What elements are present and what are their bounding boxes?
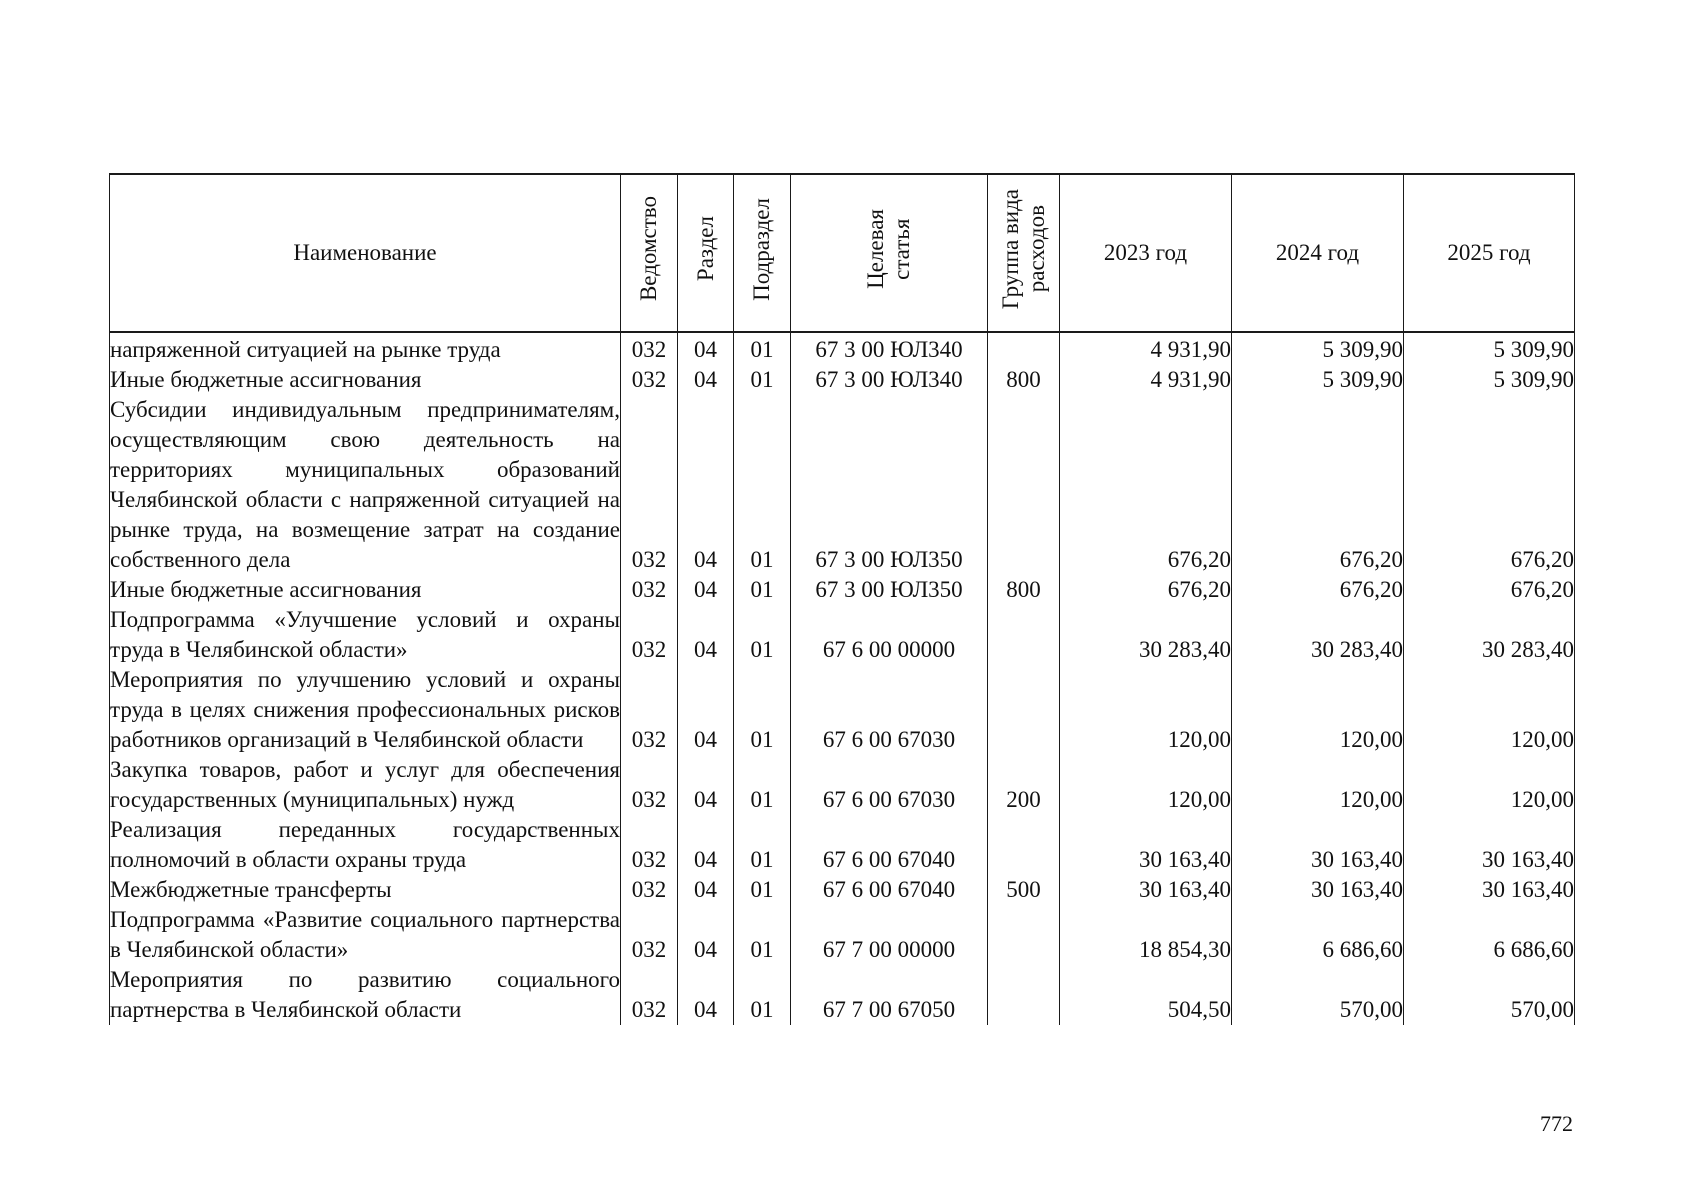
header-section-label: Раздел xyxy=(692,216,718,282)
row-subsection: 01 xyxy=(734,755,791,815)
row-name: Мероприятия по улучшению условий и охраны труда в целях снижения профессиональных рисков работников организаций в Челябинской области xyxy=(110,665,621,755)
row-2023: 30 283,40 xyxy=(1060,605,1232,665)
table-row xyxy=(110,395,1575,575)
header-target-label xyxy=(863,209,915,289)
row-2025: 5 309,90 xyxy=(1404,332,1575,365)
row-group: 200 xyxy=(988,755,1060,815)
row-name: Иные бюджетные ассигнования xyxy=(110,575,621,605)
table-row xyxy=(110,905,1575,965)
row-dept: 032 xyxy=(621,965,678,1025)
row-dept: 032 xyxy=(621,395,678,575)
table-row xyxy=(110,665,1575,755)
row-2024: 5 309,90 xyxy=(1232,332,1404,365)
row-group: 500 xyxy=(988,875,1060,905)
row-2024: 676,20 xyxy=(1232,395,1404,575)
row-2025: 676,20 xyxy=(1404,395,1575,575)
table-header-row xyxy=(110,174,1575,332)
row-2025: 30 283,40 xyxy=(1404,605,1575,665)
row-target: 67 6 00 67030 xyxy=(791,665,988,755)
row-dept: 032 xyxy=(621,605,678,665)
header-target-line2: статья xyxy=(889,218,914,280)
row-group xyxy=(988,395,1060,575)
row-2025: 676,20 xyxy=(1404,575,1575,605)
header-2025: 2025 год xyxy=(1404,174,1575,332)
row-target: 67 3 00 ЮЛ350 xyxy=(791,395,988,575)
row-2024: 30 283,40 xyxy=(1232,605,1404,665)
row-section: 04 xyxy=(678,815,734,875)
row-2025: 30 163,40 xyxy=(1404,815,1575,875)
row-name: напряженной ситуацией на рынке труда xyxy=(110,332,621,365)
table-row xyxy=(110,875,1575,905)
row-subsection: 01 xyxy=(734,332,791,365)
row-group xyxy=(988,605,1060,665)
row-target: 67 6 00 67040 xyxy=(791,815,988,875)
row-name: Подпрограмма «Улучшение условий и охраны труда в Челябинской области» xyxy=(110,605,621,665)
row-2025: 5 309,90 xyxy=(1404,365,1575,395)
row-group: 800 xyxy=(988,575,1060,605)
row-subsection: 01 xyxy=(734,395,791,575)
row-dept: 032 xyxy=(621,815,678,875)
row-target: 67 3 00 ЮЛ350 xyxy=(791,575,988,605)
row-2024: 6 686,60 xyxy=(1232,905,1404,965)
row-2023: 30 163,40 xyxy=(1060,875,1232,905)
row-group xyxy=(988,905,1060,965)
header-target xyxy=(791,174,988,332)
row-2025: 120,00 xyxy=(1404,665,1575,755)
header-group-label xyxy=(998,189,1050,309)
row-target: 67 3 00 ЮЛ340 xyxy=(791,332,988,365)
row-subsection: 01 xyxy=(734,815,791,875)
row-2024: 676,20 xyxy=(1232,575,1404,605)
row-2023: 676,20 xyxy=(1060,575,1232,605)
page-number: 772 xyxy=(1540,1111,1573,1136)
row-target: 67 3 00 ЮЛ340 xyxy=(791,365,988,395)
header-subsection-label: Подраздел xyxy=(749,197,774,301)
row-dept: 032 xyxy=(621,365,678,395)
table-row xyxy=(110,755,1575,815)
row-name: Подпрограмма «Развитие социального партнерства в Челябинской области» xyxy=(110,905,621,965)
row-target: 67 6 00 67030 xyxy=(791,755,988,815)
row-target: 67 6 00 00000 xyxy=(791,605,988,665)
row-dept: 032 xyxy=(621,575,678,605)
header-group xyxy=(988,174,1060,332)
row-2023: 18 854,30 xyxy=(1060,905,1232,965)
header-2023: 2023 год xyxy=(1060,174,1232,332)
row-target: 67 7 00 00000 xyxy=(791,905,988,965)
row-name: Иные бюджетные ассигнования xyxy=(110,365,621,395)
header-target-line1: Целевая xyxy=(863,209,888,289)
row-2024: 5 309,90 xyxy=(1232,365,1404,395)
row-section: 04 xyxy=(678,755,734,815)
table-row xyxy=(110,815,1575,875)
row-2023: 4 931,90 xyxy=(1060,365,1232,395)
row-2023: 30 163,40 xyxy=(1060,815,1232,875)
row-dept: 032 xyxy=(621,665,678,755)
row-2025: 120,00 xyxy=(1404,755,1575,815)
row-target: 67 6 00 67040 xyxy=(791,875,988,905)
row-2023: 504,50 xyxy=(1060,965,1232,1025)
row-name: Закупка товаров, работ и услуг для обеспечения государственных (муниципальных) нужд xyxy=(110,755,621,815)
row-subsection: 01 xyxy=(734,605,791,665)
header-2024: 2024 год xyxy=(1232,174,1404,332)
row-2024: 30 163,40 xyxy=(1232,875,1404,905)
row-dept: 032 xyxy=(621,875,678,905)
row-target: 67 7 00 67050 xyxy=(791,965,988,1025)
row-2024: 570,00 xyxy=(1232,965,1404,1025)
row-section: 04 xyxy=(678,365,734,395)
header-dept-label: Ведомство xyxy=(636,196,661,302)
row-section: 04 xyxy=(678,605,734,665)
row-group xyxy=(988,965,1060,1025)
row-2023: 4 931,90 xyxy=(1060,332,1232,365)
row-group xyxy=(988,665,1060,755)
row-2024: 120,00 xyxy=(1232,665,1404,755)
row-2025: 570,00 xyxy=(1404,965,1575,1025)
row-2023: 120,00 xyxy=(1060,755,1232,815)
table-row xyxy=(110,365,1575,395)
row-2024: 30 163,40 xyxy=(1232,815,1404,875)
row-2023: 676,20 xyxy=(1060,395,1232,575)
table-row xyxy=(110,605,1575,665)
header-subsection xyxy=(734,174,791,332)
header-group-line1: Группа вида xyxy=(997,188,1023,310)
row-dept: 032 xyxy=(621,332,678,365)
row-section: 04 xyxy=(678,665,734,755)
row-section: 04 xyxy=(678,395,734,575)
row-2025: 30 163,40 xyxy=(1404,875,1575,905)
table-row xyxy=(110,332,1575,365)
row-2023: 120,00 xyxy=(1060,665,1232,755)
table-row xyxy=(110,965,1575,1025)
row-dept: 032 xyxy=(621,755,678,815)
row-section: 04 xyxy=(678,332,734,365)
row-2024: 120,00 xyxy=(1232,755,1404,815)
row-section: 04 xyxy=(678,905,734,965)
row-subsection: 01 xyxy=(734,905,791,965)
row-name: Межбюджетные трансферты xyxy=(110,875,621,905)
row-name: Мероприятия по развитию социального партнерства в Челябинской области xyxy=(110,965,621,1025)
header-dept xyxy=(621,174,678,332)
row-subsection: 01 xyxy=(734,665,791,755)
row-section: 04 xyxy=(678,875,734,905)
row-name: Реализация переданных государственных полномочий в области охраны труда xyxy=(110,815,621,875)
row-group xyxy=(988,332,1060,365)
row-name: Субсидии индивидуальным предпринимателям, осуществляющим свою деятельность на территориях муниципальных образований Челябинской области с напряженной ситуацией на рынке труда, на возмещение затрат на создание собственного дела xyxy=(110,395,621,575)
budget-table xyxy=(109,173,1575,1025)
header-section xyxy=(678,174,734,332)
row-subsection: 01 xyxy=(734,875,791,905)
row-group xyxy=(988,815,1060,875)
header-name: Наименование xyxy=(110,174,621,332)
row-subsection: 01 xyxy=(734,965,791,1025)
row-section: 04 xyxy=(678,965,734,1025)
row-subsection: 01 xyxy=(734,365,791,395)
table-row xyxy=(110,575,1575,605)
header-group-line2: расходов xyxy=(1023,205,1049,293)
row-section: 04 xyxy=(678,575,734,605)
row-subsection: 01 xyxy=(734,575,791,605)
row-dept: 032 xyxy=(621,905,678,965)
row-2025: 6 686,60 xyxy=(1404,905,1575,965)
row-group: 800 xyxy=(988,365,1060,395)
